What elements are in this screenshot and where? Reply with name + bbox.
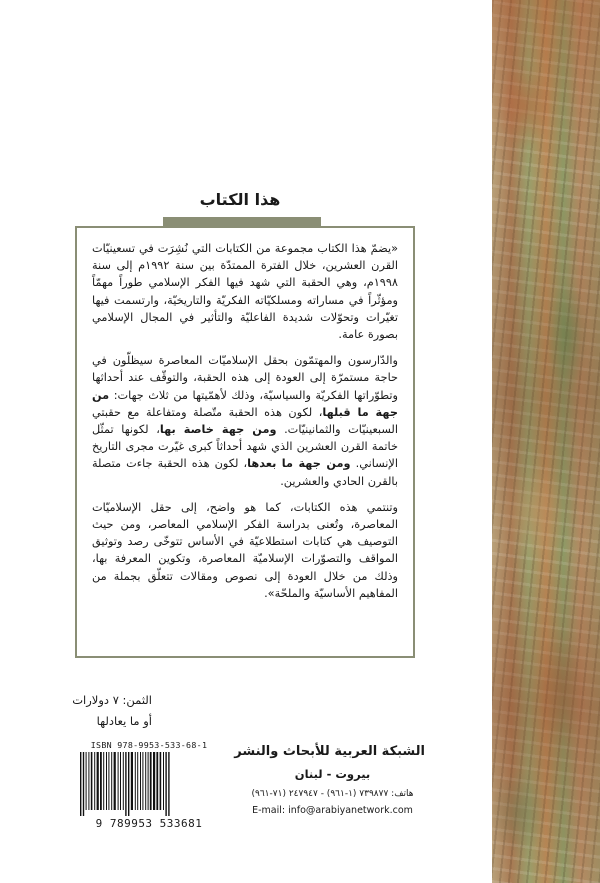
blurb-paragraph-2	[92, 352, 398, 490]
barcode-bar	[165, 752, 166, 816]
publisher-name: الشبكة العربية للأبحاث والنشر	[234, 744, 425, 759]
barcode-bar	[94, 752, 95, 810]
barcode-bar	[91, 752, 93, 810]
heading-underline-bar	[163, 217, 321, 226]
barcode-bar	[135, 752, 136, 810]
barcode-bar	[111, 752, 112, 810]
barcode-digits: 9 789953 533681	[95, 817, 203, 830]
barcode-bar	[163, 752, 164, 810]
emphasis-before: من جهة ما قبلها	[92, 388, 398, 419]
blurb-text: ، لكون هذه الحقبة جاءت متصلة بالقرن الحادي والعشرين.	[92, 457, 398, 488]
barcode-bar	[118, 752, 119, 810]
barcode-bar	[156, 752, 158, 810]
emphasis-after: ومن جهة ما بعدها	[247, 457, 351, 471]
blurb-text: والدّارسون والمهتمّون بحقل الإسلاميّات المعاصرة سيظلّون في حاجة مستمرّة إلى العودة إلى هذه الحقبة، والتوقّف عند أحداثها وتطوّراتها الفكريّة والسياسيّة، وذلك لأهمّيتها من ثلاث جهات:	[92, 354, 399, 402]
barcode-bar	[145, 752, 146, 810]
barcode-bar	[103, 752, 104, 810]
publisher-city: بيروت - لبنان	[294, 767, 371, 781]
price-block	[72, 690, 152, 732]
isbn-number: ISBN 978-9953-533-68-1	[90, 740, 208, 750]
barcode-bar	[131, 752, 133, 810]
barcode-bar	[114, 752, 116, 810]
barcode-image	[74, 752, 224, 816]
blurb-paragraph-3: وتنتمي هذه الكتابات، كما هو واضح، إلى حقل الإسلاميّات المعاصرة، وتُعنى بدراسة الفكر الإسلامي المعاصر، ومن حيث التوصيف هي كتابات استطلاعيّة في الأساس تتوخّى رصد وتوثيق المواقف والتصوّرات الإسلاميّة المعاصرة، وتكوين المعرفة بها، وذلك من خلال العودة إلى نصوص ومقالات تتعلّق بجملة من المفاهيم الأساسيّة والملحّة».	[92, 500, 398, 600]
blurb-paragraph-1: «يضمّ هذا الكتاب مجموعة من الكتابات التي نُشِرَت في تسعينيّات القرن العشرين، خلال الفترة الممتدّة بين سنة ١٩٩٢م إلى سنة ١٩٩٨م، وهي الحقبة التي شهد فيها الفكر الإسلامي طوراً مهمّاً ومؤثّراً في مساراته ومسلكيّاته الفكريّة والتاريخيّة، وارتسمت فيها تغيّرات وتحوّلات شديدة الفاعليّة والتأثير في المجال الإسلامي بصورة عامة.	[92, 242, 398, 342]
barcode-bar	[137, 752, 138, 810]
barcode-bar	[120, 752, 121, 810]
emphasis-specific: ومن جهة خاصة بها	[159, 423, 277, 437]
barcode-bar	[168, 752, 169, 816]
cover-artwork-strip	[492, 0, 600, 883]
barcode-bar	[128, 752, 129, 816]
price-equivalent: أو ما يعادلها	[96, 714, 152, 728]
barcode-bar	[80, 752, 81, 816]
barcode-bar	[83, 752, 84, 816]
blurb-text: ، لكونها تمثّل خاتمة القرن العشرين الذي شهد أحداثاً كبرى غيّرت مجرى التاريخ الإنساني.	[92, 423, 399, 471]
barcode-bar	[142, 752, 143, 810]
barcode-bar	[86, 752, 87, 810]
barcode-bar	[140, 752, 141, 810]
barcode-bar	[160, 752, 162, 810]
barcode-bar	[106, 752, 107, 810]
blurb-box	[75, 226, 415, 658]
blurb-text: ، لكون هذه الحقبة متّصلة ومتفاعلة مع حقبتي السبعينيّات والثمانينيّات.	[92, 405, 398, 437]
publisher-phone: هاتف: ٧٣٩٨٧٧ (١-٩٦١) - ٢٤٧٩٤٧ (٧١-٩٦١)	[251, 789, 414, 799]
barcode-bar	[88, 752, 89, 810]
barcode-bar	[153, 752, 155, 810]
barcode-bar	[108, 752, 109, 810]
barcode-block	[74, 740, 224, 830]
barcode-bar	[97, 752, 99, 810]
publisher-block	[234, 744, 425, 816]
section-heading: هذا الكتاب	[199, 190, 281, 209]
barcode-bar	[125, 752, 126, 816]
barcode-bar	[100, 752, 102, 810]
publisher-email: E-mail: info@arabiyanetwork.com	[252, 805, 413, 816]
price-label: الثمن: ٧ دولارات	[72, 693, 152, 707]
barcode-bar	[148, 752, 149, 810]
barcode-bar	[150, 752, 152, 810]
barcode-bar	[123, 752, 124, 810]
